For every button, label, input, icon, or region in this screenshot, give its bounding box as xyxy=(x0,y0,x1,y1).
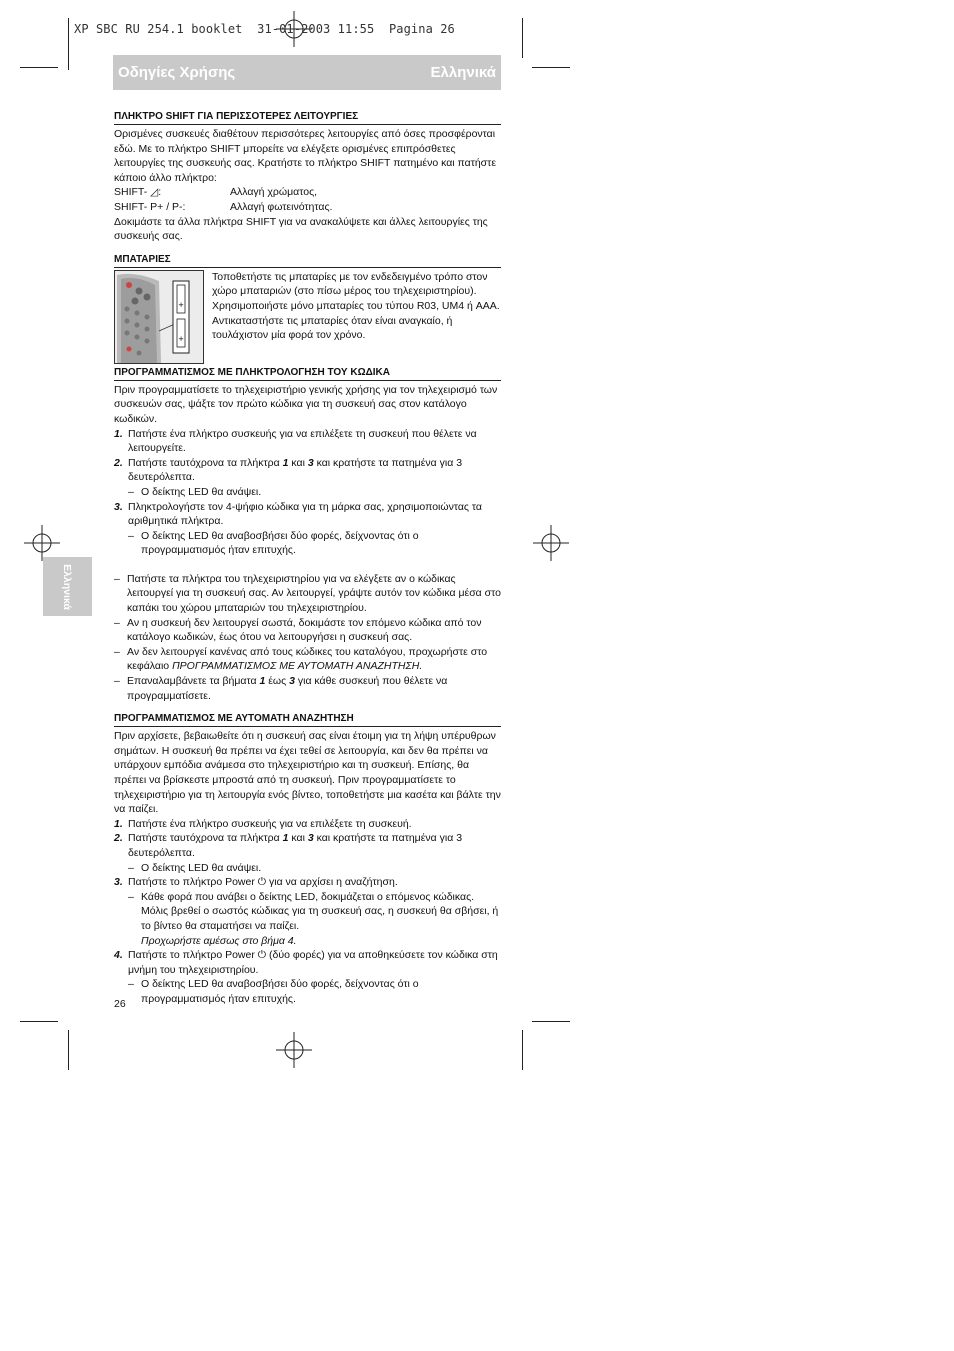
step-subtext: Ο δείκτης LED θα αναβοσβήσει δύο φορές, δείχνοντας ότι ο προγραμματισμός ήταν επιτυχής. xyxy=(141,978,419,1005)
auto-search-intro: Πριν αρχίσετε, βεβαιωθείτε ότι η συσκευή σας είναι έτοιμη για τη λήψη υπέρυθρων σημάτων. Η συσκευή θα πρέπει να έχει τεθεί σε λειτουργία, και δεν θα πρέπει να υπάρχουν εμπόδια ανάμεσα στο τηλεχειριστήριο και τη συσκευή. Επίσης, θα πρέπει να βρίσκεστε μπροστά από τη συσκευή. Πριν προγραμματίσετε το τηλεχειριστήριο για τη λειτουργία ενός βίντεο, τοποθετήστε μια κασέτα και βάλτε την να παίζει. xyxy=(114,730,501,816)
step-text: Πατήστε το πλήκτρο Power ⏻ (δύο φορές) για να αποθηκεύσετε τον κώδικα στη μνήμη του τηλεχειριστηρίου. xyxy=(128,949,498,976)
page-content xyxy=(114,110,501,1007)
step-number: 1. xyxy=(114,427,123,440)
crop-mark xyxy=(68,1030,69,1070)
step-text: Πατήστε ταυτόχρονα τα πλήκτρα 1 και 3 και κρατήστε τα πατημένα για 3 δευτερόλεπτα. xyxy=(128,456,463,484)
step-item xyxy=(114,817,501,832)
header-language: Ελληνικά xyxy=(430,64,496,81)
step-subtext: Ο δείκτης LED θα ανάψει. xyxy=(141,861,262,874)
step-item xyxy=(114,875,501,890)
note-item: – Επαναλαμβάνετε τα βήματα 1 έως 3 για κάθε συσκευή που θέλετε να προγραμματίσετε. xyxy=(114,674,501,703)
section-title-shift: ΠΛΗΚΤΡΟ SHIFT ΓΙΑ ΠΕΡΙΣΣΟΤΕΡΕΣ ΛΕΙΤΟΥΡΓΙΕΣ xyxy=(114,110,501,125)
step-number: 3. xyxy=(114,876,123,889)
step-text: Πατήστε το πλήκτρο Power ⏻ για να αρχίσει η αναζήτηση. xyxy=(128,876,398,889)
shift-key: SHIFT- P+ / P-: xyxy=(114,200,186,213)
crop-mark xyxy=(20,1021,58,1022)
step-item xyxy=(114,831,501,860)
section-title-batteries: ΜΠΑΤΑΡΙΕΣ xyxy=(114,253,501,268)
step-subtext: Ο δείκτης LED θα αναβοσβήσει δύο φορές, δείχνοντας ότι ο προγραμματισμός ήταν επιτυχής. xyxy=(141,529,419,557)
header-title: Οδηγίες Χρήσης xyxy=(118,64,236,81)
page-header xyxy=(113,55,501,90)
registration-mark xyxy=(533,525,569,561)
step-subitem: – Ο δείκτης LED θα ανάψει. xyxy=(114,861,501,876)
crop-mark xyxy=(532,67,570,68)
side-tab-label: Ελληνικά xyxy=(61,564,73,610)
note-item: – Αν η συσκευή δεν λειτουργεί σωστά, δοκιμάστε τον επόμενο κώδικα από τον κατάλογο κωδικών, έως ότου να λειτουργήσει η συσκευή σας. xyxy=(114,616,501,645)
crop-mark xyxy=(68,18,69,70)
step-text: Πατήστε ένα πλήκτρο συσκευής για να επιλέξετε τη συσκευή. xyxy=(128,817,412,830)
registration-mark xyxy=(24,525,60,561)
note-item: – Αν δεν λειτουργεί κανένας από τους κώδικες του καταλόγου, προχωρήστε στο κεφάλαιο ΠΡΟΓΡΑΜΜΑΤΙΣΜΟΣ ΜΕ ΑΥΤΟΜΑΤΗ ΑΝΑΖΗΤΗΣΗ. xyxy=(114,645,501,674)
step-number: 2. xyxy=(114,832,123,845)
batteries-text: Τοποθετήστε τις μπαταρίες με τον ενδεδειγμένο τρόπο στον χώρο μπαταριών (στο πίσω μέρος του τηλεχειριστηρίου). Χρησιμοποιήστε μόνο μπαταρίες του τύπου R03, UM4 ή AAA. Αντικαταστήστε τις μπαταρίες όταν είναι αναγκαίο, ή τουλάχιστον μία φορά τον χρόνο. xyxy=(212,270,500,342)
shift-key: SHIFT- ◿: xyxy=(114,186,162,199)
step-item xyxy=(114,427,501,456)
step-number: 3. xyxy=(114,500,123,513)
step-subitem: – Ο δείκτης LED θα ανάψει. xyxy=(114,485,501,500)
step-item xyxy=(114,456,501,485)
step-subitem: – Ο δείκτης LED θα αναβοσβήσει δύο φορές, δείχνοντας ότι ο προγραμματισμός ήταν επιτυχής. xyxy=(114,977,501,1006)
step-number: 2. xyxy=(114,456,123,469)
note-text: Πατήστε τα πλήκτρα του τηλεχειριστηρίου για να ελέγξετε αν ο κώδικας λειτουργεί για τη συσκευή σας. Αν λειτουργεί, γράψτε αυτόν τον κώδικα μέσα στο καπάκι του χώρου μπαταριών του τηλεχειριστηρίου. xyxy=(127,572,501,615)
shift-row xyxy=(114,200,501,215)
note-text: Επαναλαμβάνετε τα βήματα 1 έως 3 για κάθε συσκευή που θέλετε να προγραμματίσετε. xyxy=(127,675,448,702)
note-item: – Πατήστε τα πλήκτρα του τηλεχειριστηρίου για να ελέγξετε αν ο κώδικας λειτουργεί για τη συσκευή σας. Αν λειτουργεί, γράψτε αυτόν τον κώδικα μέσα στο καπάκι του χώρου μπαταριών του τηλεχειριστηρίου. xyxy=(114,572,501,615)
shift-value: Αλλαγή χρώματος, xyxy=(230,186,318,199)
step-subitem: – Κάθε φορά που ανάβει ο δείκτης LED, δοκιμάζεται ο επόμενος κώδικας. Μόλις βρεθεί ο σωστός κώδικας για τη συσκευή σας, η συσκευή θα σβήσει, ή το βίντεο θα σταματήσει να παίζει. Προχωρήστε αμέσως στο βήμα 4. xyxy=(114,890,501,948)
battery-block xyxy=(114,270,501,364)
crop-mark xyxy=(20,67,58,68)
section-title-auto-search: ΠΡΟΓΡΑΜΜΑΤΙΣΜΟΣ ΜΕ ΑΥΤΟΜΑΤΗ ΑΝΑΖΗΤΗΣΗ xyxy=(114,712,501,727)
registration-mark xyxy=(276,1032,312,1068)
step-subtext: Ο δείκτης LED θα ανάψει. xyxy=(141,485,262,498)
note-text: Αν η συσκευή δεν λειτουργεί σωστά, δοκιμάστε τον επόμενο κώδικα από τον κατάλογο κωδικών, έως ότου να λειτουργήσει η συσκευή σας. xyxy=(127,616,482,644)
shift-intro: Ορισμένες συσκευές διαθέτουν περισσότερες λειτουργίες από όσες προσφέρονται εδώ. Με το πλήκτρο SHIFT μπορείτε να ελέγξετε ορισμένες επιπρόσθετες λειτουργίες της συσκευής σας. Κρατήστε το πλήκτρο SHIFT πατημένο και πατήστε κάποιο άλλο πλήκτρο: xyxy=(114,128,496,184)
crop-mark xyxy=(522,1030,523,1070)
step-item xyxy=(114,948,501,977)
step-number: 4. xyxy=(114,949,123,962)
printer-slug: XP SBC RU 254.1 booklet 31-01-2003 11:55 Pagina 26 xyxy=(74,22,455,36)
shift-outro: Δοκιμάστε τα άλλα πλήκτρα SHIFT για να ανακαλύψετε και άλλες λειτουργίες της συσκευής σας. xyxy=(114,215,488,243)
step-subtext: Κάθε φορά που ανάβει ο δείκτης LED, δοκιμάζεται ο επόμενος κώδικας. Μόλις βρεθεί ο σωστός κώδικας για τη συσκευή σας, η συσκευή θα σβήσει, ή το βίντεο θα σταματήσει να παίζει. Προχωρήστε αμέσως στο βήμα 4. xyxy=(141,890,499,947)
step-subitem: – Ο δείκτης LED θα αναβοσβήσει δύο φορές, δείχνοντας ότι ο προγραμματισμός ήταν επιτυχής. xyxy=(114,529,501,558)
remote-battery-icon xyxy=(115,271,203,363)
step-text: Πατήστε ταυτόχρονα τα πλήκτρα 1 και 3 και κρατήστε τα πατημένα για 3 δευτερόλεπτα. xyxy=(128,832,463,859)
step-text: Πληκτρολογήστε τον 4-ψήφιο κώδικα για τη μάρκα σας, χρησιμοποιώντας τα αριθμητικά πλήκτρα. xyxy=(128,500,482,528)
note-text: Αν δεν λειτουργεί κανένας από τους κώδικες του καταλόγου, προχωρήστε στο κεφάλαιο ΠΡΟΓΡΑΜΜΑΤΙΣΜΟΣ ΜΕ ΑΥΤΟΜΑΤΗ ΑΝΑΖΗΤΗΣΗ. xyxy=(127,645,488,673)
step-text: Πατήστε ένα πλήκτρο συσκευής για να επιλέξετε τη συσκευή που θέλετε να λειτουργείτε. xyxy=(128,427,477,455)
remote-battery-illustration xyxy=(114,270,204,364)
crop-mark xyxy=(532,1021,570,1022)
shift-row xyxy=(114,185,501,200)
code-entry-intro: Πριν προγραμματίσετε το τηλεχειριστήριο γενικής χρήσης για τον τηλεχειρισμό των συσκευών σας, ψάξτε τον πρώτο κώδικα για τη συσκευή σας στον κατάλογο κωδικών. xyxy=(114,383,498,425)
step-item xyxy=(114,500,501,529)
svg-text:+: + xyxy=(178,334,184,343)
crop-mark xyxy=(522,18,523,58)
step-number: 1. xyxy=(114,817,123,830)
shift-value: Αλλαγή φωτεινότητας. xyxy=(230,200,333,213)
section-title-code-entry: ΠΡΟΓΡΑΜΜΑΤΙΣΜΟΣ ΜΕ ΠΛΗΚΤΡΟΛΟΓΗΣΗ ΤΟΥ ΚΩΔΙΚΑ xyxy=(114,366,501,381)
svg-text:+: + xyxy=(178,300,184,309)
page-number: 26 xyxy=(114,998,126,1010)
language-side-tab xyxy=(43,557,92,616)
